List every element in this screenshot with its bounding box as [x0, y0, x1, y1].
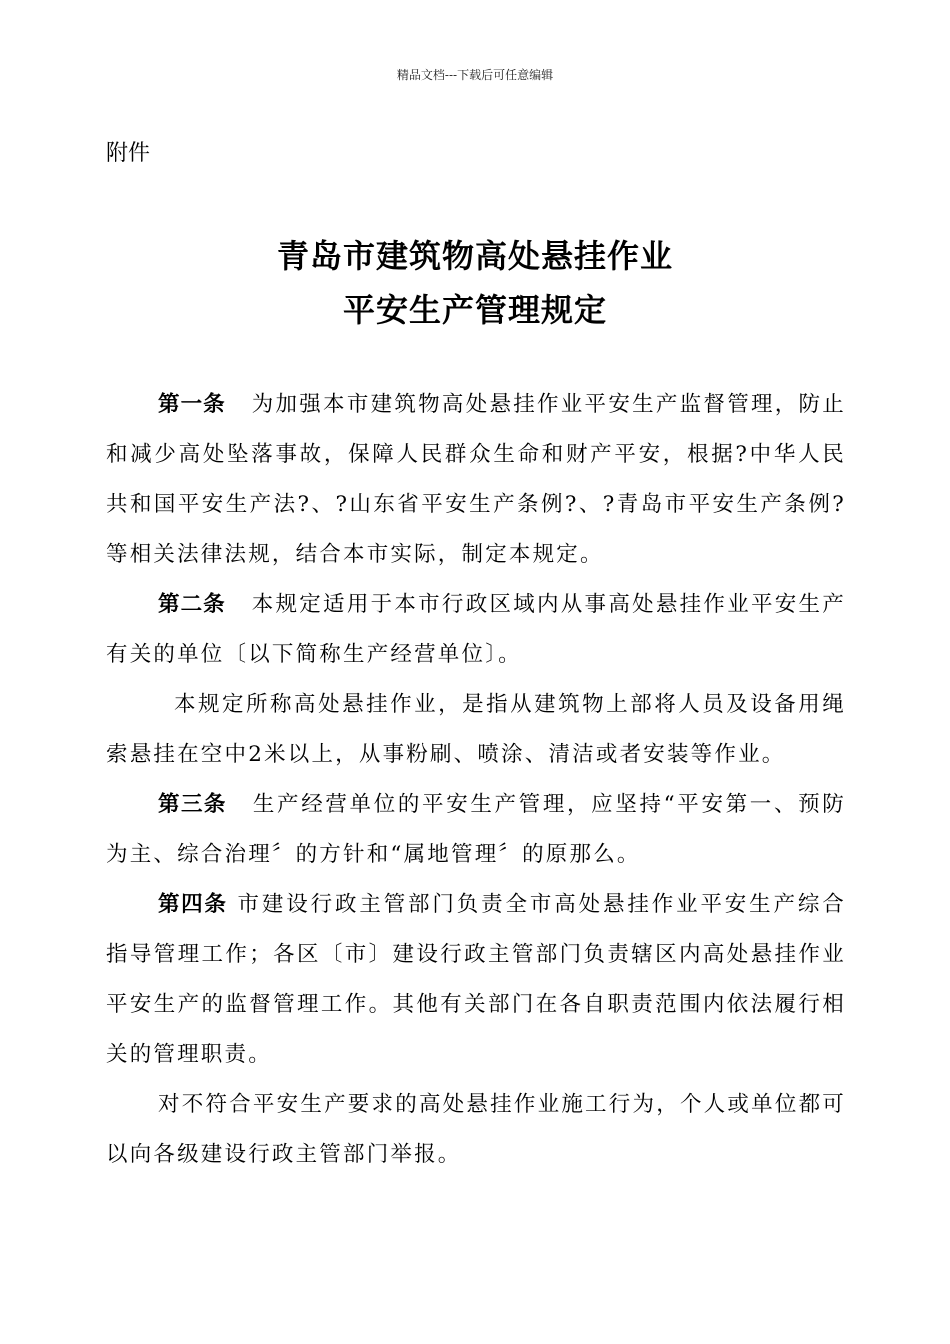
article-1-text: 为加强本市建筑物高处悬挂作业平安生产监督管理，防止和减少高处坠落事故，保障人民群众生命和财产平安，根据?中华人民共和国平安生产法?、?山东省平安生产条例?、?青岛市平安生产条例?等相关法律法规，结合本市实际，制定本规定。 [106, 392, 846, 567]
article-1-heading: 第一条 [158, 392, 226, 417]
article-4-heading: 第四条 [158, 892, 228, 917]
article-2-paragraph-2: 本规定所称高处悬挂作业，是指从建筑物上部将人员及设备用绳索悬挂在空中2米以上，从事粉刷、喷涂、清洁或者安装等作业。 [106, 692, 846, 767]
article-4-text: 市建设行政主管部门负责全市高处悬挂作业平安生产综合指导管理工作；各区〔市〕建设行政主管部门负责辖区内高处悬挂作业平安生产的监督管理工作。其他有关部门在各自职责范围内依法履行相关的管理职责。 [106, 892, 846, 1067]
article-3 [106, 780, 846, 880]
document-title-line-2: 平安生产管理规定 [342, 291, 607, 329]
article-1 [106, 380, 846, 580]
article-2 [106, 580, 846, 680]
article-2-text: 本规定适用于本市行政区域内从事高处悬挂作业平安生产有关的单位〔以下简称生产经营单位〕。 [106, 592, 846, 667]
article-3-text: 生产经营单位的平安生产管理，应坚持“平安第一、预防为主、综合治理〞的方针和“属地管理〞的原那么。 [106, 792, 846, 867]
document-body [106, 380, 846, 1180]
document-title-line-1: 青岛市建筑物高处悬挂作业 [276, 237, 673, 275]
article-4 [106, 880, 846, 1080]
page-header: 精品文档---下载后可任意编辑 [396, 68, 554, 82]
attachment-label: 附件 [106, 141, 151, 166]
article-3-heading: 第三条 [158, 792, 227, 817]
article-2-heading: 第二条 [158, 592, 226, 617]
article-4-paragraph-2: 对不符合平安生产要求的高处悬挂作业施工行为，个人或单位都可以向各级建设行政主管部门举报。 [106, 1092, 846, 1167]
